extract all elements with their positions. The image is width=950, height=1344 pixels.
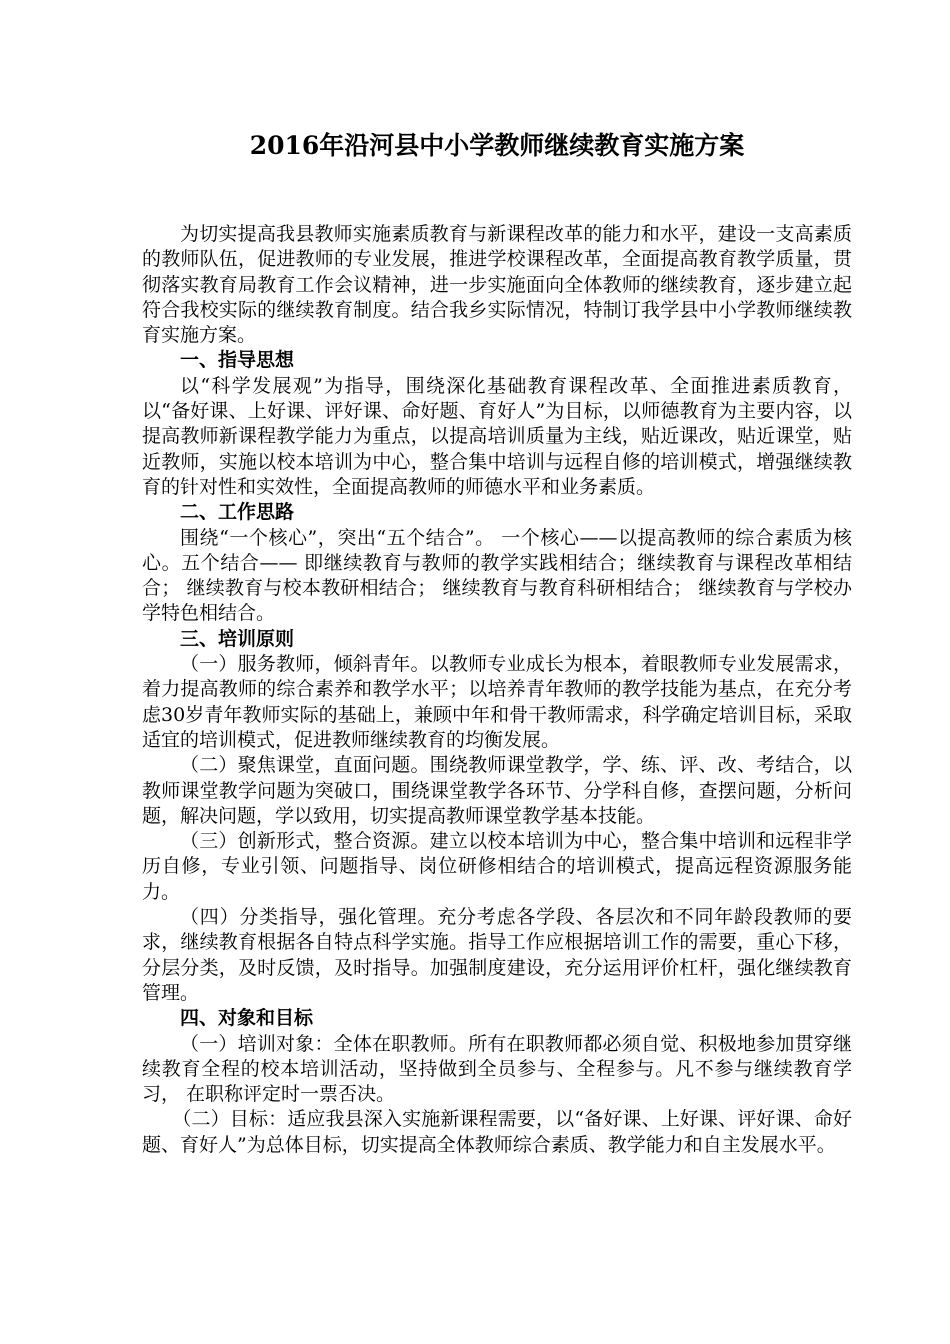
document-body (142, 222, 852, 1158)
section-heading-targets-goals: 四、对象和目标 (180, 1007, 314, 1030)
section-paragraph: （一）培训对象：全体在职教师。所有在职教师都必须自觉、积极地参加贯穿继续教育全程的校本培训活动，坚持做到全员参与、全程参与。凡不参与继续教育学习， 在职称评定时一票否决。 (142, 1032, 852, 1106)
section-paragraph: （三）创新形式，整合资源。建立以校本培训为中心，整合集中培训和远程非学历自修，专业引领、问题指导、岗位研修相结合的培训模式，提高远程资源服务能力。 (142, 830, 852, 903)
section-paragraph: （一）服务教师，倾斜青年。以教师专业成长为根本，着眼教师专业发展需求，着力提高教师的综合素养和教学水平；以培养青年教师的教学技能为基点，在充分考虑30岁青年教师实际的基础上，兼顾中年和骨干教师需求，科学确定培训目标，采取适宜的培训模式，促进教师继续教育的均衡发展。 (142, 653, 852, 751)
section-paragraph: 以“科学发展观”为指导，围绕深化基础教育课程改革、全面推进素质教育，以“备好课、上好课、评好课、命好题、育好人”为目标，以师德教育为主要内容，以提高教师新课程教学能力为重点，以提高培训质量为主线，贴近课改，贴近课堂，贴近教师，实施以校本培训为中心，整合集中培训与远程自修的培训模式，增强继续教育的针对性和实效性，全面提高教师的师德水平和业务素质。 (142, 374, 852, 498)
section-heading-training-principles: 三、培训原则 (180, 627, 295, 650)
section-heading-work-approach: 二、工作思路 (180, 501, 295, 524)
section-paragraph: （四）分类指导，强化管理。充分考虑各学段、各层次和不同年龄段教师的要求，继续教育根据各自特点科学实施。指导工作应根据培训工作的需要，重心下移，分层分类，及时反馈，及时指导。加强制度建设，充分运用评价杠杆，强化继续教育管理。 (142, 906, 852, 1004)
section-paragraph: （二）目标：适应我县深入实施新课程需要，以“备好课、上好课、评好课、命好题、育好人”为总体目标，切实提高全体教师综合素质、教学能力和自主发展水平。 (142, 1108, 852, 1156)
intro-paragraph: 为切实提高我县教师实施素质教育与新课程改革的能力和水平，建设一支高素质的教师队伍，促进教师的专业发展，推进学校课程改革，全面提高教育教学质量，贯彻落实教育局教育工作会议精神，进一步实施面向全体教师的继续教育，逐步建立起符合我校实际的继续教育制度。结合我乡实际情况，特制订我学县中小学教师继续教育实施方案。 (142, 223, 852, 347)
section-paragraph: （二）聚焦课堂，直面问题。围绕教师课堂教学，学、练、评、改、考结合，以教师课堂教学问题为突破口，围绕课堂教学各环节、分学科自修，查摆问题，分析问题，解决问题，学以致用，切实提高教师课堂教学基本技能。 (142, 754, 852, 827)
document-title: 2016年沿河县中小学教师继续教育实施方案 (249, 131, 745, 160)
section-paragraph: 围绕“一个核心”，突出“五个结合”。 一个核心——以提高教师的综合素质为核心。五个结合—— 即继续教育与教师的教学实践相结合；继续教育与课程改革相结合； 继续教育与校本教研相结合； 继续教育与教育科研相结合； 继续教育与学校办学特色相结合。 (142, 526, 852, 625)
section-heading-guiding-ideology: 一、指导思想 (180, 349, 295, 372)
